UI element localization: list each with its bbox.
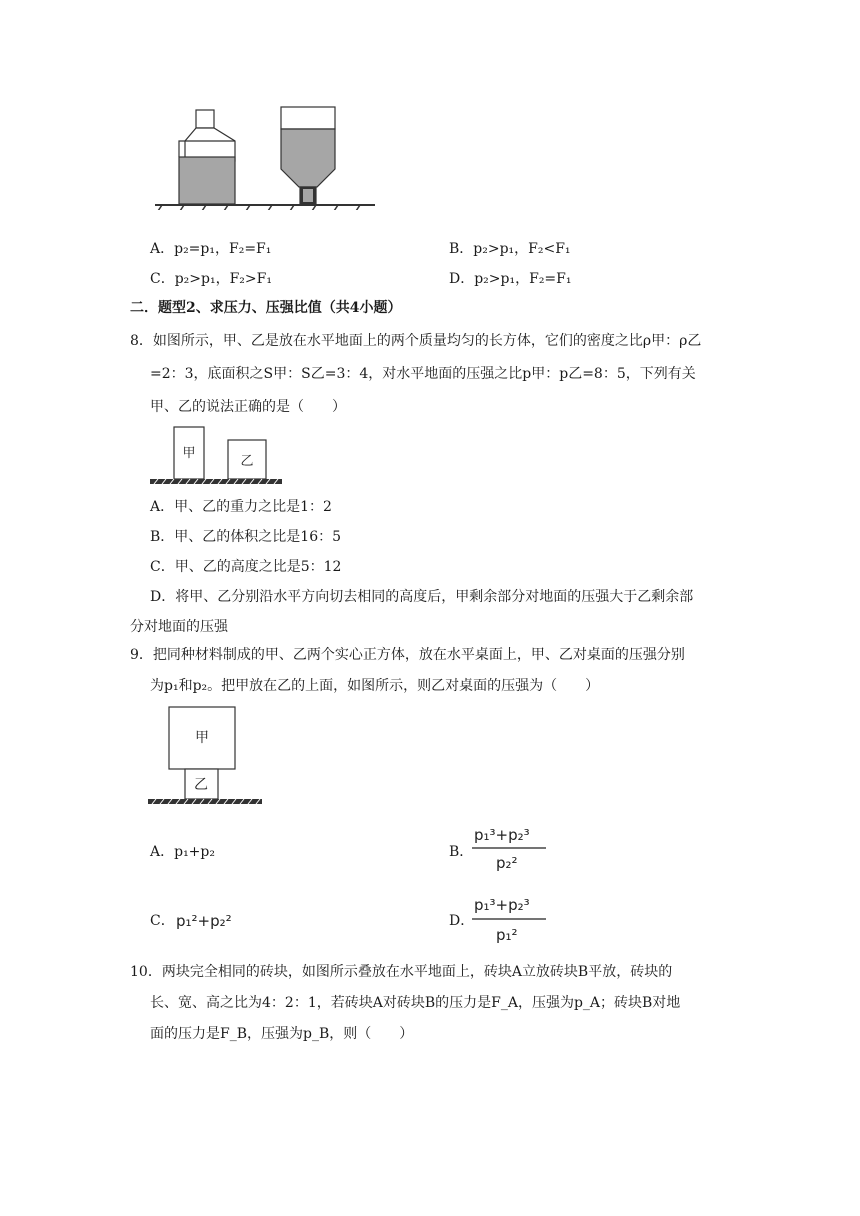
q9-figure bbox=[148, 705, 266, 809]
cube-jia-label: 甲 bbox=[195, 730, 209, 746]
block-jia-label: 甲 bbox=[182, 446, 196, 461]
q8-stem-line2: =2：3，底面积之S甲：S乙=3：4，对水平地面的压强之比p甲：p乙=8：5，下列有关 bbox=[150, 366, 696, 382]
q10-stem-line1: 10．两块完全相同的砖块，如图所示叠放在水平地面上，砖块A立放砖块B平放，砖块的 bbox=[130, 964, 673, 980]
q8-option-d-line2: 分对地面的压强 bbox=[130, 619, 228, 635]
q7-option-c[interactable]: C．p₂>p₁，F₂>F₁ bbox=[150, 271, 272, 287]
q9-option-b-prefix[interactable]: B． bbox=[449, 844, 474, 860]
q7-option-d[interactable]: D．p₂>p₁，F₂=F₁ bbox=[449, 271, 572, 287]
q9-option-c-expression[interactable] bbox=[172, 904, 262, 936]
q9-stem-line2: 为p₁和p₂。把甲放在乙的上面，如图所示，则乙对桌面的压强为（ ） bbox=[150, 678, 600, 694]
q9-option-d-numerator: p₁³+p₂³ bbox=[474, 896, 530, 914]
q10-stem-line2: 长、宽、高之比为4：2：1，若砖块A对砖块B的压力是F_A，压强为p_A；砖块B对地 bbox=[150, 995, 681, 1011]
ground bbox=[152, 205, 375, 210]
q7-option-b[interactable]: B．p₂>p₁，F₂<F₁ bbox=[449, 241, 571, 257]
q8-option-a[interactable]: A．甲、乙的重力之比是1：2 bbox=[150, 499, 332, 515]
q8-stem-line1: 8．如图所示，甲、乙是放在水平地面上的两个质量均匀的长方体，它们的密度之比ρ甲：ρ乙 bbox=[130, 333, 702, 349]
q8-option-d-line1[interactable]: D．将甲、乙分别沿水平方向切去相同的高度后，甲剩余部分对地面的压强大于乙剩余部 bbox=[150, 589, 694, 605]
q9-option-b-fraction[interactable] bbox=[470, 820, 550, 876]
q8-option-c[interactable]: C．甲、乙的高度之比是5：12 bbox=[150, 559, 342, 575]
q8-figure bbox=[150, 425, 285, 487]
q10-stem-line3: 面的压力是F_B，压强为p_B，则（ ） bbox=[150, 1026, 414, 1042]
q8-option-b[interactable]: B．甲、乙的体积之比是16：5 bbox=[150, 529, 342, 545]
ground-hatch bbox=[150, 479, 282, 484]
q9-stem-line1: 9．把同种材料制成的甲、乙两个实心正方体，放在水平桌面上，甲、乙对桌面的压强分别 bbox=[130, 647, 685, 663]
q7-option-a[interactable]: A．p₂=p₁，F₂=F₁ bbox=[150, 241, 272, 257]
q9-option-c-text: p₁²+p₂² bbox=[176, 912, 232, 930]
q8-stem-line3: 甲、乙的说法正确的是（ ） bbox=[150, 399, 346, 415]
cube-yi-label: 乙 bbox=[194, 777, 208, 793]
block-yi-label: 乙 bbox=[240, 454, 254, 469]
upright-bottle bbox=[179, 110, 235, 204]
q9-option-d-fraction[interactable] bbox=[470, 890, 550, 948]
inverted-bottle bbox=[281, 107, 335, 204]
q9-option-d-prefix[interactable]: D． bbox=[449, 913, 475, 929]
q7-bottle-figure bbox=[150, 105, 380, 210]
q9-option-c-prefix[interactable]: C． bbox=[150, 913, 175, 929]
table-hatch bbox=[148, 799, 262, 804]
q9-option-d-denominator: p₁² bbox=[496, 926, 518, 944]
section-title: 二．题型2、求压力、压强比值（共4小题） bbox=[130, 300, 402, 316]
q9-option-a[interactable]: A．p₁+p₂ bbox=[150, 844, 215, 860]
q9-option-b-numerator: p₁³+p₂³ bbox=[474, 826, 530, 844]
q9-option-b-denominator: p₂² bbox=[496, 854, 518, 872]
